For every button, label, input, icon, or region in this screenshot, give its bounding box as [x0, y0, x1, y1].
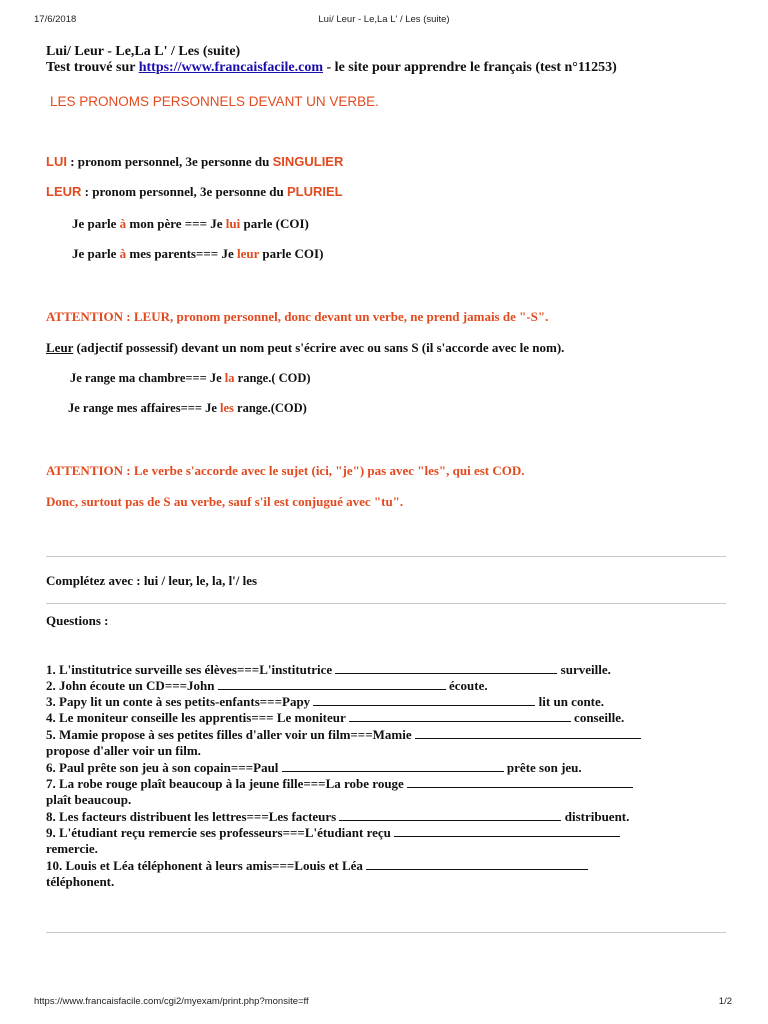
source-suffix: - le site pour apprendre le français (test n°11253)	[323, 60, 617, 75]
attention-accord: ATTENTION : Le verbe s'accorde avec le sujet (ici, "je") pas avec "les", qui est COD.	[46, 463, 525, 478]
page-number: 1/2	[718, 996, 732, 1007]
answer-blank[interactable]	[282, 761, 504, 772]
example-les: Je range mes affaires=== Je les range.(COD)	[68, 401, 307, 415]
print-title: Lui/ Leur - Le,La L' / Les (suite)	[318, 14, 450, 25]
source-line	[46, 60, 617, 76]
question-3: 3. Papy lit un conte à ses petits-enfants===Papy lit un conte.	[46, 694, 605, 709]
question-1: 1. L'institutrice surveille ses élèves===L'institutrice surveille.	[46, 662, 611, 677]
example-lui: Je parle à mon père === Je lui parle (COI)	[72, 216, 309, 231]
answer-blank[interactable]	[335, 663, 557, 674]
example-leur: Je parle à mes parents=== Je leur parle COI)	[72, 246, 324, 261]
attention-leur: ATTENTION : LEUR, pronom personnel, donc devant un verbe, ne prend jamais de "-S".	[46, 309, 549, 324]
attention-s: Donc, surtout pas de S au verbe, sauf s'il est conjugué avec "tu".	[46, 494, 404, 509]
answer-blank[interactable]	[415, 728, 641, 739]
print-date: 17/6/2018	[34, 14, 77, 25]
questions-label: Questions :	[46, 613, 109, 628]
question-7: 7. La robe rouge plaît beaucoup à la jeune fille===La robe rouge plaît beaucoup.	[46, 776, 716, 809]
question-5: 5. Mamie propose à ses petites filles d'aller voir un film===Mamie propose d'aller voir un film.	[46, 727, 716, 760]
answer-blank[interactable]	[349, 711, 571, 722]
question-4: 4. Le moniteur conseille les apprentis=== Le moniteur conseille.	[46, 710, 625, 725]
question-10: 10. Louis et Léa téléphonent à leurs amis===Louis et Léa téléphonent.	[46, 858, 716, 891]
example-la: Je range ma chambre=== Je la range.( COD)	[70, 371, 311, 385]
answer-blank[interactable]	[218, 679, 446, 690]
divider	[46, 932, 726, 933]
instruction-text: Complétez avec : lui / leur, le, la, l'/ les	[46, 573, 258, 588]
answer-blank[interactable]	[407, 777, 633, 788]
answer-blank[interactable]	[366, 859, 588, 870]
document-title: Lui/ Leur - Le,La L' / Les (suite)	[46, 44, 241, 59]
answer-blank[interactable]	[394, 826, 620, 837]
lui-keyword: LUI	[46, 154, 67, 169]
footer-url: https://www.francaisfacile.com/cgi2/myexam/print.php?monsite=ff	[34, 996, 309, 1007]
singular-label: SINGULIER	[272, 154, 344, 169]
divider	[46, 603, 726, 604]
question-8: 8. Les facteurs distribuent les lettres===Les facteurs distribuent.	[46, 809, 630, 824]
question-2: 2. John écoute un CD===John écoute.	[46, 678, 488, 693]
section-heading: LES PRONOMS PERSONNELS DEVANT UN VERBE.	[50, 94, 379, 109]
print-header	[0, 14, 768, 28]
answer-blank[interactable]	[339, 810, 561, 821]
print-footer	[0, 996, 768, 1010]
source-prefix: Test trouvé sur	[46, 60, 139, 75]
leur-keyword: LEUR	[46, 184, 82, 199]
question-6: 6. Paul prête son jeu à son copain===Paul prête son jeu.	[46, 760, 582, 775]
leur-word: Leur	[46, 340, 74, 355]
divider	[46, 556, 726, 557]
source-link[interactable]: https://www.francaisfacile.com	[138, 60, 324, 75]
answer-blank[interactable]	[313, 695, 535, 706]
leur-possessive-note: Leur (adjectif possessif) devant un nom peut s'écrire avec ou sans S (il s'accorde avec le nom).	[46, 340, 565, 355]
lui-definition: LUI : pronom personnel, 3e personne du SINGULIER	[46, 154, 344, 169]
plural-label: PLURIEL	[287, 184, 343, 199]
question-9: 9. L'étudiant reçu remercie ses professeurs===L'étudiant reçu remercie.	[46, 825, 716, 858]
leur-definition: LEUR : pronom personnel, 3e personne du PLURIEL	[46, 184, 343, 199]
